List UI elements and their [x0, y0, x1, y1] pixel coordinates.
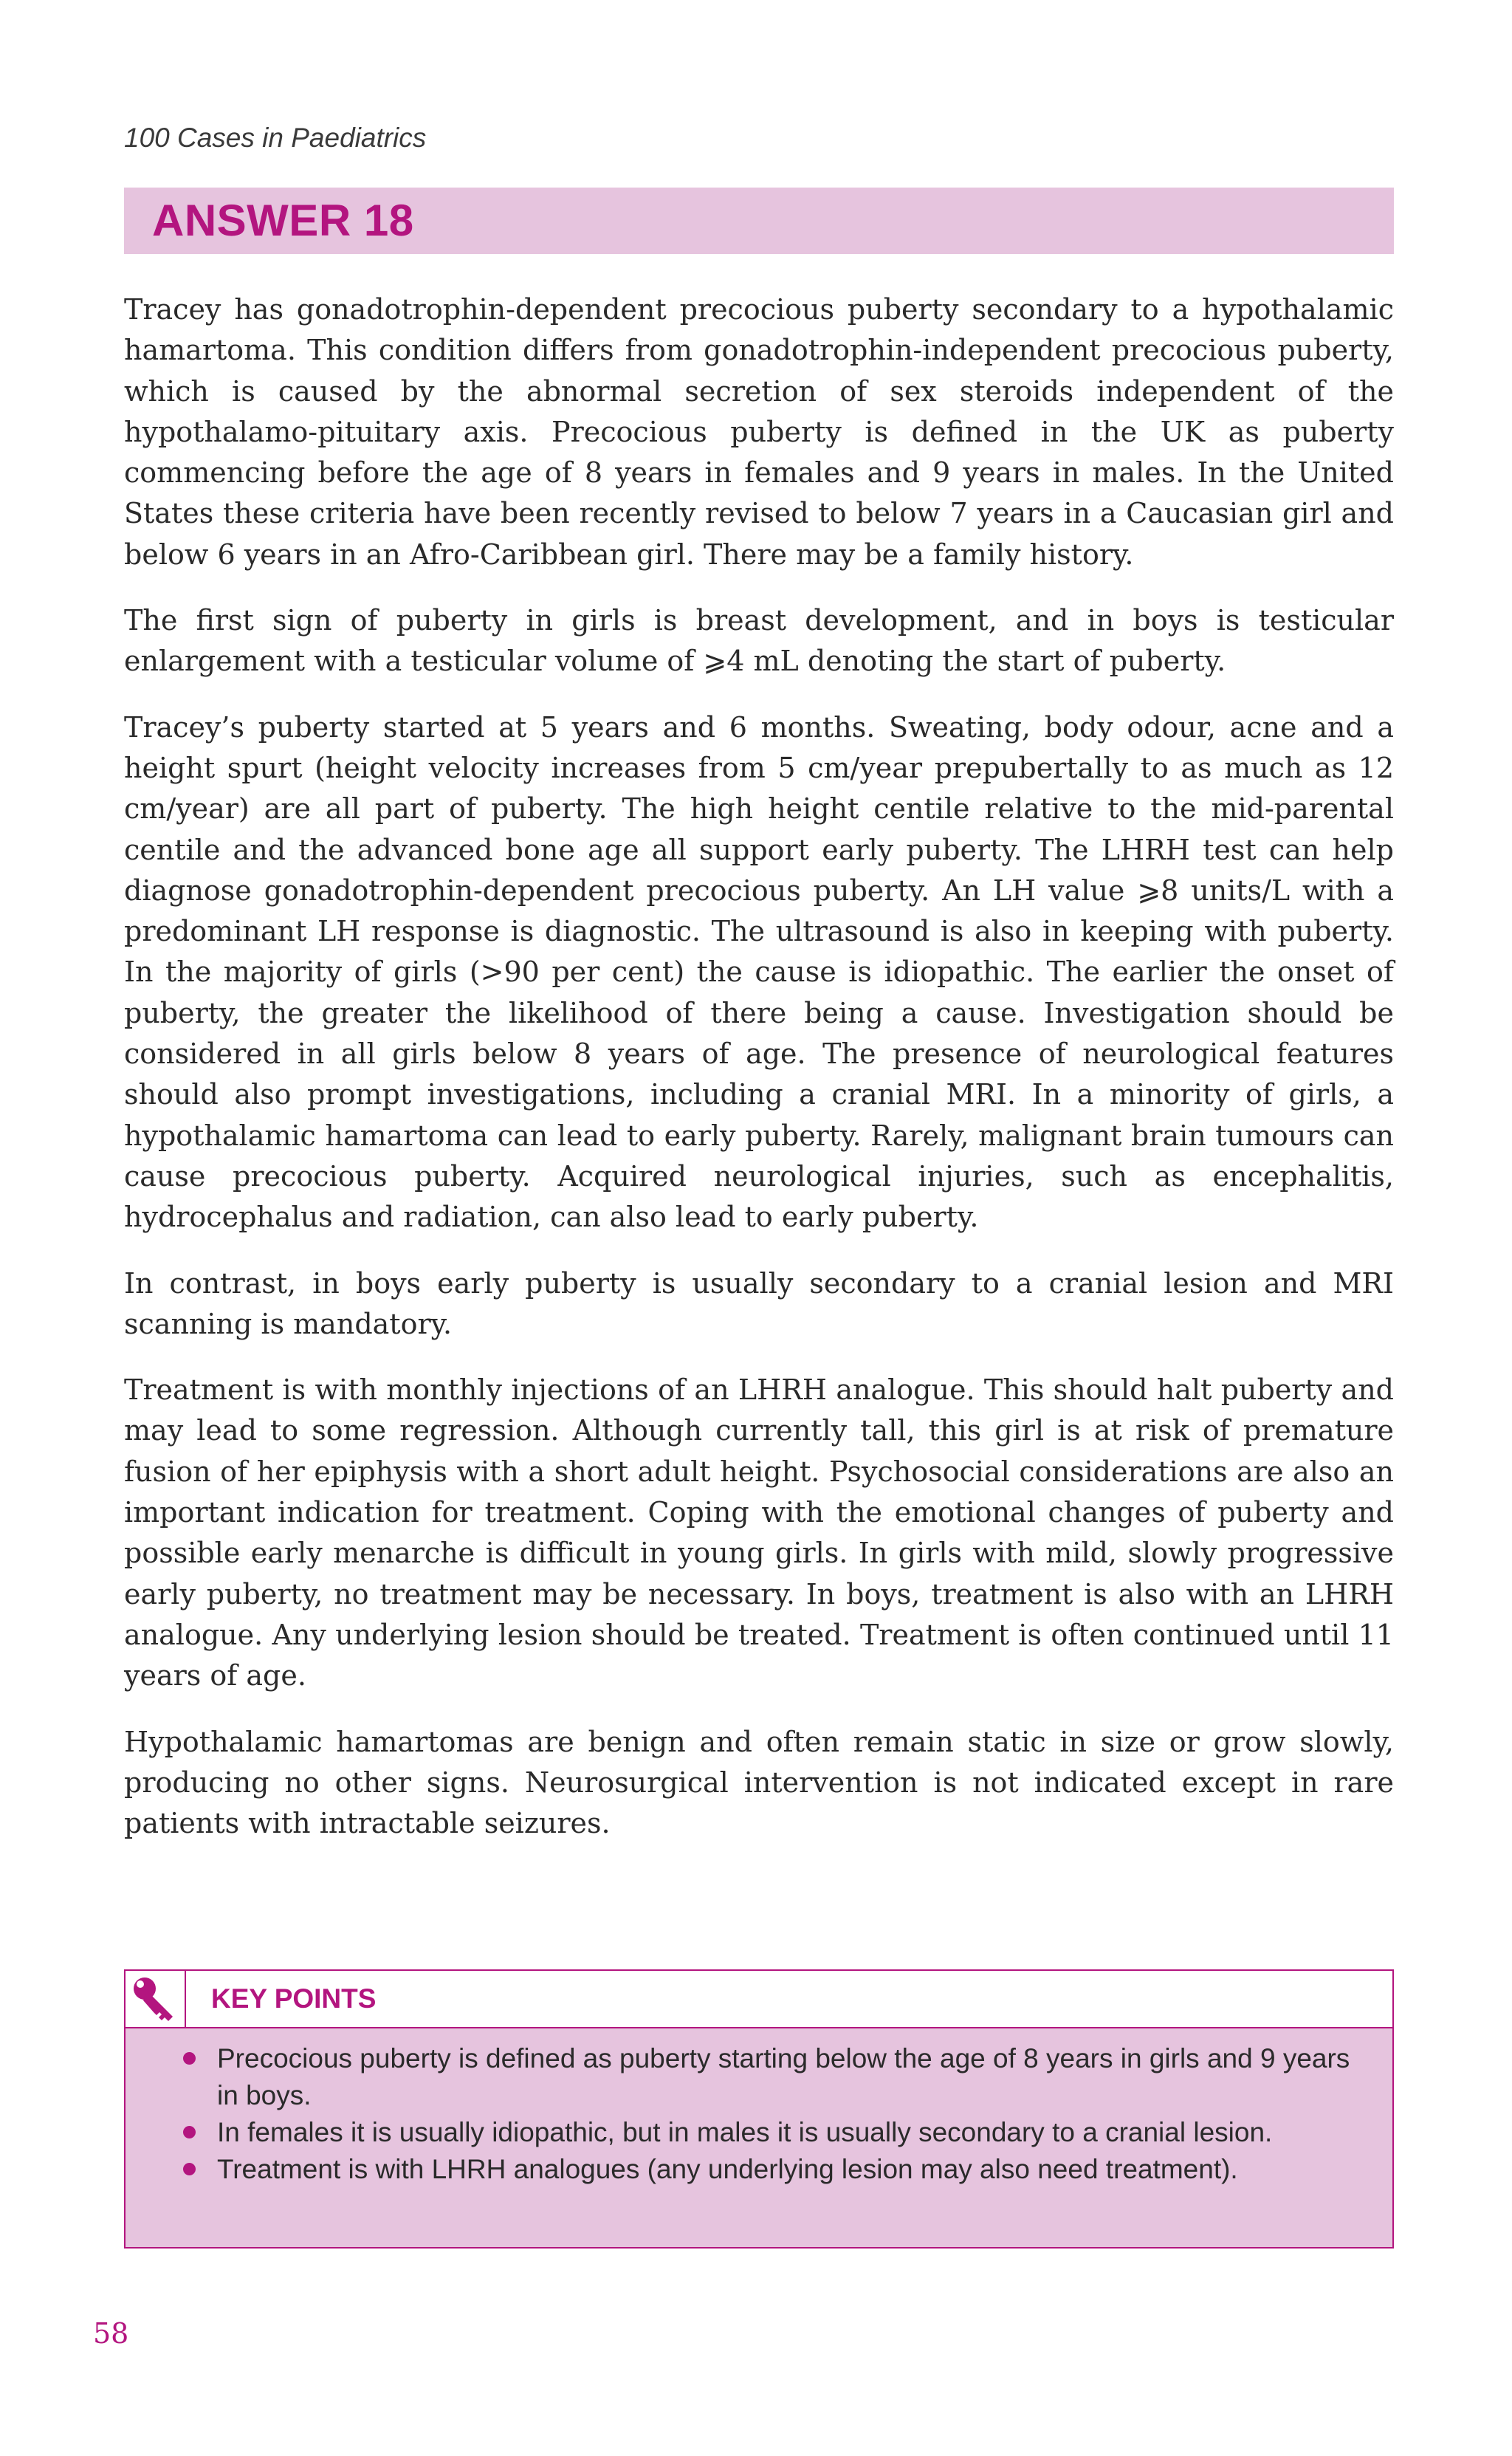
bullet-icon — [183, 2052, 196, 2065]
paragraph-3: Tracey’s puberty started at 5 years and 6 months. Sweating, body odour, acne and a height spurt (height velocity increases from 5 cm/year prepubertally to as much as 12 cm/year) are all part of puberty. The high height centile relative to the mid-parental centile and the advanced bone age all support early puberty. The LHRH test can help diagnose gonadotrophin-dependent precocious puberty. An LH value ⩾8 units/L with a predominant LH response is diagnostic. The ultrasound is also in keeping with puberty. In the majority of girls (>90 per cent) the cause is idiopathic. The earlier the onset of puberty, the greater the likelihood of there being a cause. Investigation should be considered in all girls below 8 years of age. The presence of neurological features should also prompt investigations, including a cranial MRI. In a minority of girls, a hypothalamic hamartoma can lead to early puberty. Rarely, malignant brain tumours can cause precocious puberty. Acquired neurological injuries, such as encephalitis, hydrocephalus and radiation, can also lead to early puberty. — [124, 710, 1394, 1234]
key-point-text: Treatment is with LHRH analogues (any underlying lesion may also need treatment). — [217, 2154, 1238, 2184]
running-head: 100 Cases in Paediatrics — [124, 123, 427, 153]
paragraph-4: In contrast, in boys early puberty is usually secondary to a cranial lesion and MRI scanning is mandatory. — [124, 1266, 1394, 1340]
paragraph-5: Treatment is with monthly injections of an LHRH analogue. This should halt puberty and may lead to some regression. Although currently tall, this girl is at risk of premature fusion of her epiphysis with a short adult height. Psychosocial considerations are also an important indication for treatment. Coping with the emotional changes of puberty and possible early menarche is difficult in young girls. In girls with mild, slowly progressive early puberty, no treatment may be necessary. In boys, treatment is also with an LHRH analogue. Any underlying lesion should be treated. Treatment is often continued until 11 years of age. — [124, 1373, 1394, 1692]
paragraph-6: Hypothalamic hamartomas are benign and often remain static in size or grow slowly, producing no other signs. Neurosurgical intervention is not indicated except in rare patients with intractable seizures. — [124, 1725, 1394, 1840]
key-points-list — [217, 2040, 1369, 2188]
key-points-list-area — [126, 2028, 1392, 2247]
key-icon — [130, 1974, 180, 2024]
key-icon-cell — [126, 1971, 186, 2027]
bullet-icon — [183, 2163, 196, 2175]
bullet-icon — [183, 2126, 196, 2138]
key-point-item — [217, 2040, 1369, 2114]
key-points-box — [124, 1969, 1394, 2249]
answer-body — [124, 289, 1394, 1869]
paragraph-2: The first sign of puberty in girls is breast development, and in boys is testicular enlargement with a testicular volume of ⩾4 mL denoting the start of puberty. — [124, 604, 1394, 678]
answer-banner — [124, 188, 1394, 254]
paragraph-1: Tracey has gonadotrophin-dependent precocious puberty secondary to a hypothalamic hamartoma. This condition differs from gonadotrophin-independent precocious puberty, which is caused by the abnormal secretion of sex steroids independent of the hypothalamo-pituitary axis. Precocious puberty is defined in the UK as puberty commencing before the age of 8 years in females and 9 years in males. In the United States these criteria have been recently revised to below 7 years in a Caucasian girl and below 6 years in an Afro-Caribbean girl. There may be a family history. — [124, 293, 1394, 571]
key-point-text: Precocious puberty is defined as puberty starting below the age of 8 years in girls and 9 years in boys. — [217, 2043, 1350, 2110]
key-points-heading: KEY POINTS — [211, 1983, 377, 2014]
key-point-item — [217, 2114, 1369, 2151]
key-points-header — [126, 1971, 1392, 2028]
key-point-item — [217, 2151, 1369, 2188]
answer-title: ANSWER 18 — [152, 196, 414, 245]
key-point-text: In females it is usually idiopathic, but in males it is usually secondary to a cranial lesion. — [217, 2117, 1273, 2147]
page-number: 58 — [93, 2317, 129, 2350]
